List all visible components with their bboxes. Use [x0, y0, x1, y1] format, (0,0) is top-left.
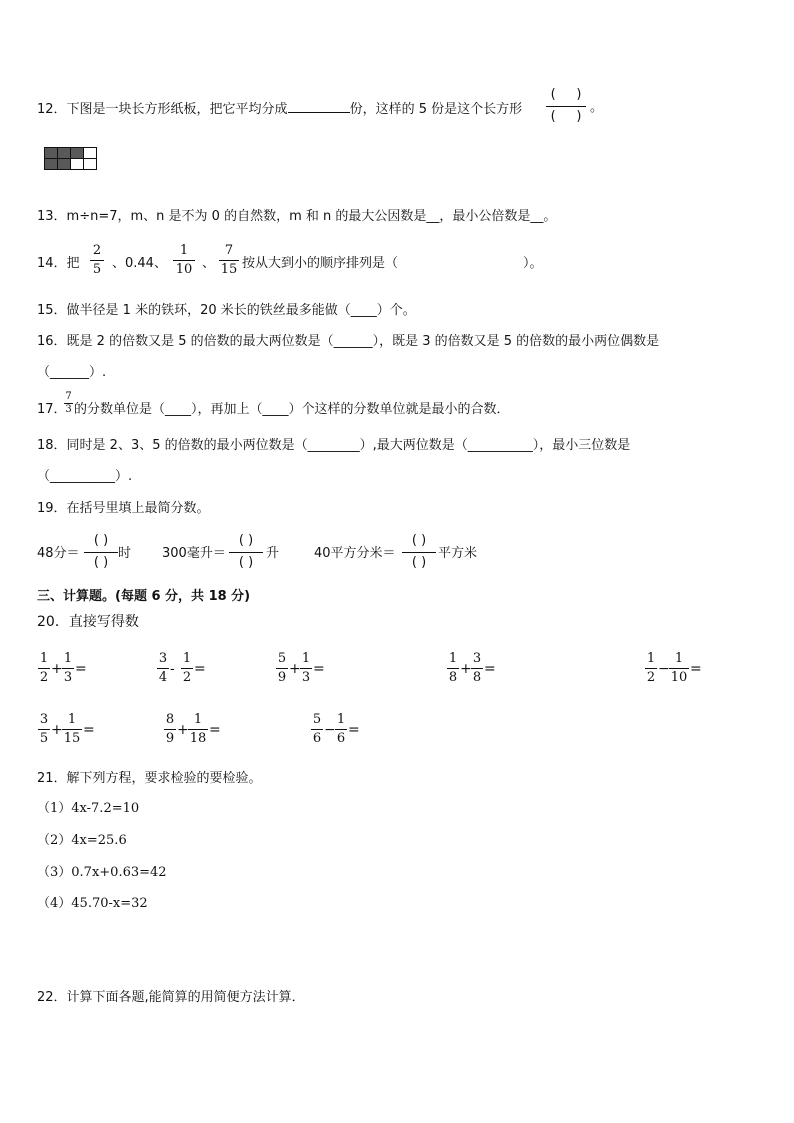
fraction	[276, 651, 288, 687]
grid-cell-empty	[84, 159, 97, 170]
equation-item: （3）0.7x+0.63=42	[37, 865, 167, 880]
equals-sign: =	[690, 661, 702, 677]
equals-sign: =	[194, 661, 206, 677]
denominator-paren: ( )	[411, 555, 427, 570]
equals-sign: =	[83, 722, 95, 738]
numerator: 1	[63, 651, 73, 666]
denominator: 18	[189, 731, 207, 746]
denominator: 3	[65, 404, 72, 415]
fraction-bar	[311, 729, 323, 730]
fraction-bar	[84, 552, 118, 553]
conversion-left: 300毫升＝	[162, 546, 226, 561]
denominator: 10	[175, 262, 193, 277]
denominator: 3	[63, 670, 73, 685]
answer-blank[interactable]	[400, 256, 520, 272]
question-13: 13．m÷n=7，m、n 是不为 0 的自然数，m 和 n 的最大公因数是__，最小公倍数是__。	[37, 209, 557, 224]
question-20: 20．直接写得数	[37, 614, 139, 630]
denominator: 15	[63, 731, 81, 746]
fraction-bar	[335, 729, 347, 730]
denominator: 15	[220, 262, 238, 277]
question-18-line1: 18．同时是 2、3、5 的倍数的最小两位数是（________）,最大两位数是（__________），最小三位数是	[37, 438, 631, 453]
denominator: 9	[165, 731, 175, 746]
question-14-separator: 、0.44、	[112, 256, 167, 271]
question-12	[37, 100, 522, 118]
question-18-line2: （__________）.	[37, 469, 133, 484]
equation-item: （4）45.70-x=32	[37, 896, 148, 911]
numerator: 5	[312, 712, 322, 727]
question-16-line2: （______）.	[37, 365, 107, 380]
denominator-paren: ( )	[238, 555, 254, 570]
conversion-unit: 升	[266, 546, 280, 561]
numerator: 1	[39, 651, 49, 666]
denominator: 8	[472, 670, 482, 685]
numerator: 7	[65, 391, 72, 402]
denominator: 2	[39, 670, 49, 685]
fraction-bar	[62, 729, 82, 730]
question-text: 下图是一块长方形纸板，把它平均分成	[66, 102, 288, 117]
answer-fraction-blank[interactable]	[84, 533, 118, 575]
question-14-suffix: 按从大到小的顺序排列是（	[242, 256, 399, 271]
conversion-unit: 平方米	[438, 546, 478, 561]
fraction	[62, 712, 82, 748]
numerator-paren: ( )	[550, 87, 582, 102]
numerator: 3	[158, 651, 168, 666]
period: 。	[590, 100, 604, 115]
answer-blank[interactable]	[288, 100, 350, 113]
fraction-2-5	[90, 243, 104, 279]
question-22: 22．计算下面各题,能简算的用简便方法计算．	[37, 990, 305, 1005]
grid-cell-empty	[84, 148, 97, 159]
fraction	[300, 651, 312, 687]
numerator: 2	[92, 243, 102, 258]
fraction-bar	[173, 260, 195, 261]
fraction	[447, 651, 459, 687]
denominator: 2	[646, 670, 656, 685]
operator: +	[460, 661, 472, 677]
numerator: 8	[165, 712, 175, 727]
denominator: 6	[336, 731, 346, 746]
numerator-paren: ( )	[93, 533, 109, 548]
equation-item: （2）4x=25.6	[37, 833, 127, 848]
fraction-bar	[157, 668, 169, 669]
fraction	[62, 651, 74, 687]
grid-cell-filled	[45, 159, 58, 170]
equals-sign: =	[484, 661, 496, 677]
numerator: 1	[674, 651, 684, 666]
fraction-7-3	[64, 391, 73, 419]
operator: -	[170, 661, 175, 677]
fraction-bar	[229, 552, 263, 553]
fraction	[645, 651, 657, 687]
numerator: 3	[39, 712, 49, 727]
fraction	[38, 651, 50, 687]
numerator: 1	[646, 651, 656, 666]
denominator: 6	[312, 731, 322, 746]
numerator: 1	[336, 712, 346, 727]
fraction-7-15	[219, 243, 239, 279]
fraction	[157, 651, 169, 687]
fraction-bar	[402, 552, 436, 553]
question-21: 21．解下列方程，要求检验的要检验。	[37, 771, 262, 786]
numerator: 1	[67, 712, 77, 727]
equals-sign: =	[348, 722, 360, 738]
fraction-bar	[669, 668, 689, 669]
denominator: 4	[158, 670, 168, 685]
numerator: 1	[301, 651, 311, 666]
grid-cell-filled	[58, 159, 71, 170]
question-14-prefix: 14．把	[37, 256, 80, 271]
grid-cell-filled	[58, 148, 71, 159]
numerator-paren: ( )	[411, 533, 427, 548]
denominator: 3	[301, 670, 311, 685]
fraction-bar	[38, 668, 50, 669]
fraction-bar	[181, 668, 193, 669]
fraction	[471, 651, 483, 687]
grid-cell-filled	[45, 148, 58, 159]
fraction	[669, 651, 689, 687]
question-number: 17．	[37, 402, 67, 417]
operator: +	[51, 661, 63, 677]
denominator: 10	[670, 670, 688, 685]
denominator-paren: ( )	[93, 555, 109, 570]
fraction	[311, 712, 323, 748]
denominator: 2	[182, 670, 192, 685]
numerator: 1	[182, 651, 192, 666]
operator: +	[177, 722, 189, 738]
question-15: 15．做半径是 1 米的铁环，20 米长的铁丝最多能做（____）个。	[37, 303, 416, 318]
equals-sign: =	[209, 722, 221, 738]
numerator: 1	[448, 651, 458, 666]
rectangle-grid-figure	[44, 147, 97, 170]
question-14-close: ）。	[523, 256, 543, 271]
fraction-bar	[219, 260, 239, 261]
question-number: 12．	[37, 102, 67, 117]
operator: −	[324, 722, 336, 738]
question-16-line1: 16．既是 2 的倍数又是 5 的倍数的最大两位数是（______），既是 3 的倍数又是 5 的倍数的最小两位偶数是	[37, 334, 660, 349]
operator: +	[289, 661, 301, 677]
fraction-bar	[300, 668, 312, 669]
grid-cell-empty	[71, 159, 84, 170]
numerator: 5	[277, 651, 287, 666]
answer-fraction-blank[interactable]	[546, 87, 586, 129]
numerator: 1	[179, 243, 189, 258]
denominator: 5	[39, 731, 49, 746]
fraction-bar	[90, 260, 104, 261]
conversion-left: 40平方分米＝	[314, 546, 396, 561]
fraction-bar	[38, 729, 50, 730]
fraction	[188, 712, 208, 748]
question-14-separator: 、	[202, 256, 216, 271]
equals-sign: =	[75, 661, 87, 677]
fraction-bar	[645, 668, 657, 669]
denominator: 5	[92, 262, 102, 277]
fraction-bar	[546, 106, 586, 107]
equation-item: （1）4x-7.2=10	[37, 801, 140, 816]
section-heading: 三、计算题。(每题 6 分，共 18 分)	[37, 589, 251, 604]
question-text: 份，这样的 5 份是这个长方形	[349, 102, 523, 117]
denominator-paren: ( )	[550, 109, 582, 124]
fraction-bar	[471, 668, 483, 669]
operator: +	[51, 722, 63, 738]
numerator: 3	[472, 651, 482, 666]
fraction	[38, 712, 50, 748]
grid-cell-filled	[71, 148, 84, 159]
equals-sign: =	[313, 661, 325, 677]
conversion-unit: 时	[118, 546, 132, 561]
conversion-left: 48分＝	[37, 546, 80, 561]
numerator-paren: ( )	[238, 533, 254, 548]
denominator: 9	[277, 670, 287, 685]
operator: −	[658, 661, 670, 677]
fraction-bar	[62, 668, 74, 669]
fraction	[164, 712, 176, 748]
fraction-bar	[188, 729, 208, 730]
answer-fraction-blank[interactable]	[229, 533, 263, 575]
numerator: 1	[193, 712, 203, 727]
fraction-bar	[164, 729, 176, 730]
question-19: 19．在括号里填上最简分数。	[37, 501, 210, 516]
fraction-bar	[447, 668, 459, 669]
question-17: 的分数单位是（____），再加上（____）个这样的分数单位就是最小的合数．	[74, 402, 510, 417]
numerator: 7	[224, 243, 234, 258]
answer-fraction-blank[interactable]	[402, 533, 436, 575]
fraction-1-10	[173, 243, 195, 279]
fraction-bar	[276, 668, 288, 669]
denominator: 8	[448, 670, 458, 685]
fraction	[181, 651, 193, 687]
fraction	[335, 712, 347, 748]
